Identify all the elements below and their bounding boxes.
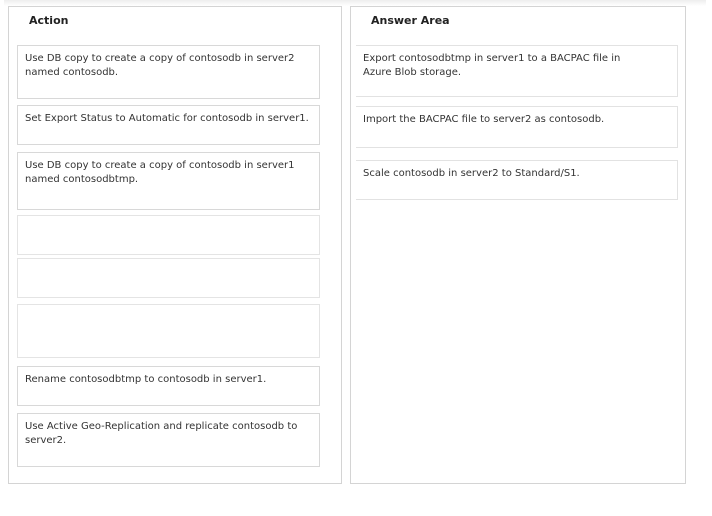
answer-item-import-bacpac[interactable]: Import the BACPAC file to server2 as contosodb. — [356, 106, 678, 148]
action-item-db-copy-server2[interactable]: Use DB copy to create a copy of contosodb in server2 named contosodb. — [17, 45, 320, 99]
action-item-set-export-status[interactable]: Set Export Status to Automatic for contosodb in server1. — [17, 105, 320, 145]
action-item-db-copy-server1[interactable]: Use DB copy to create a copy of contosodb in server1 named contosodbtmp. — [17, 152, 320, 210]
action-item-rename[interactable]: Rename contosodbtmp to contosodb in server1. — [17, 366, 320, 406]
answer-item-export-bacpac[interactable]: Export contosodbtmp in server1 to a BACPAC file in Azure Blob storage. — [356, 45, 678, 97]
answer-item-scale-standard[interactable]: Scale contosodb in server2 to Standard/S1. — [356, 160, 678, 200]
answer-area-title: Answer Area — [371, 14, 450, 27]
action-panel-title: Action — [29, 14, 69, 27]
action-item-geo-replication[interactable]: Use Active Geo-Replication and replicate contosodb to server2. — [17, 413, 320, 467]
action-slot-empty-2 — [17, 258, 320, 298]
action-slot-empty-3 — [17, 304, 320, 358]
action-slot-empty-1 — [17, 215, 320, 255]
